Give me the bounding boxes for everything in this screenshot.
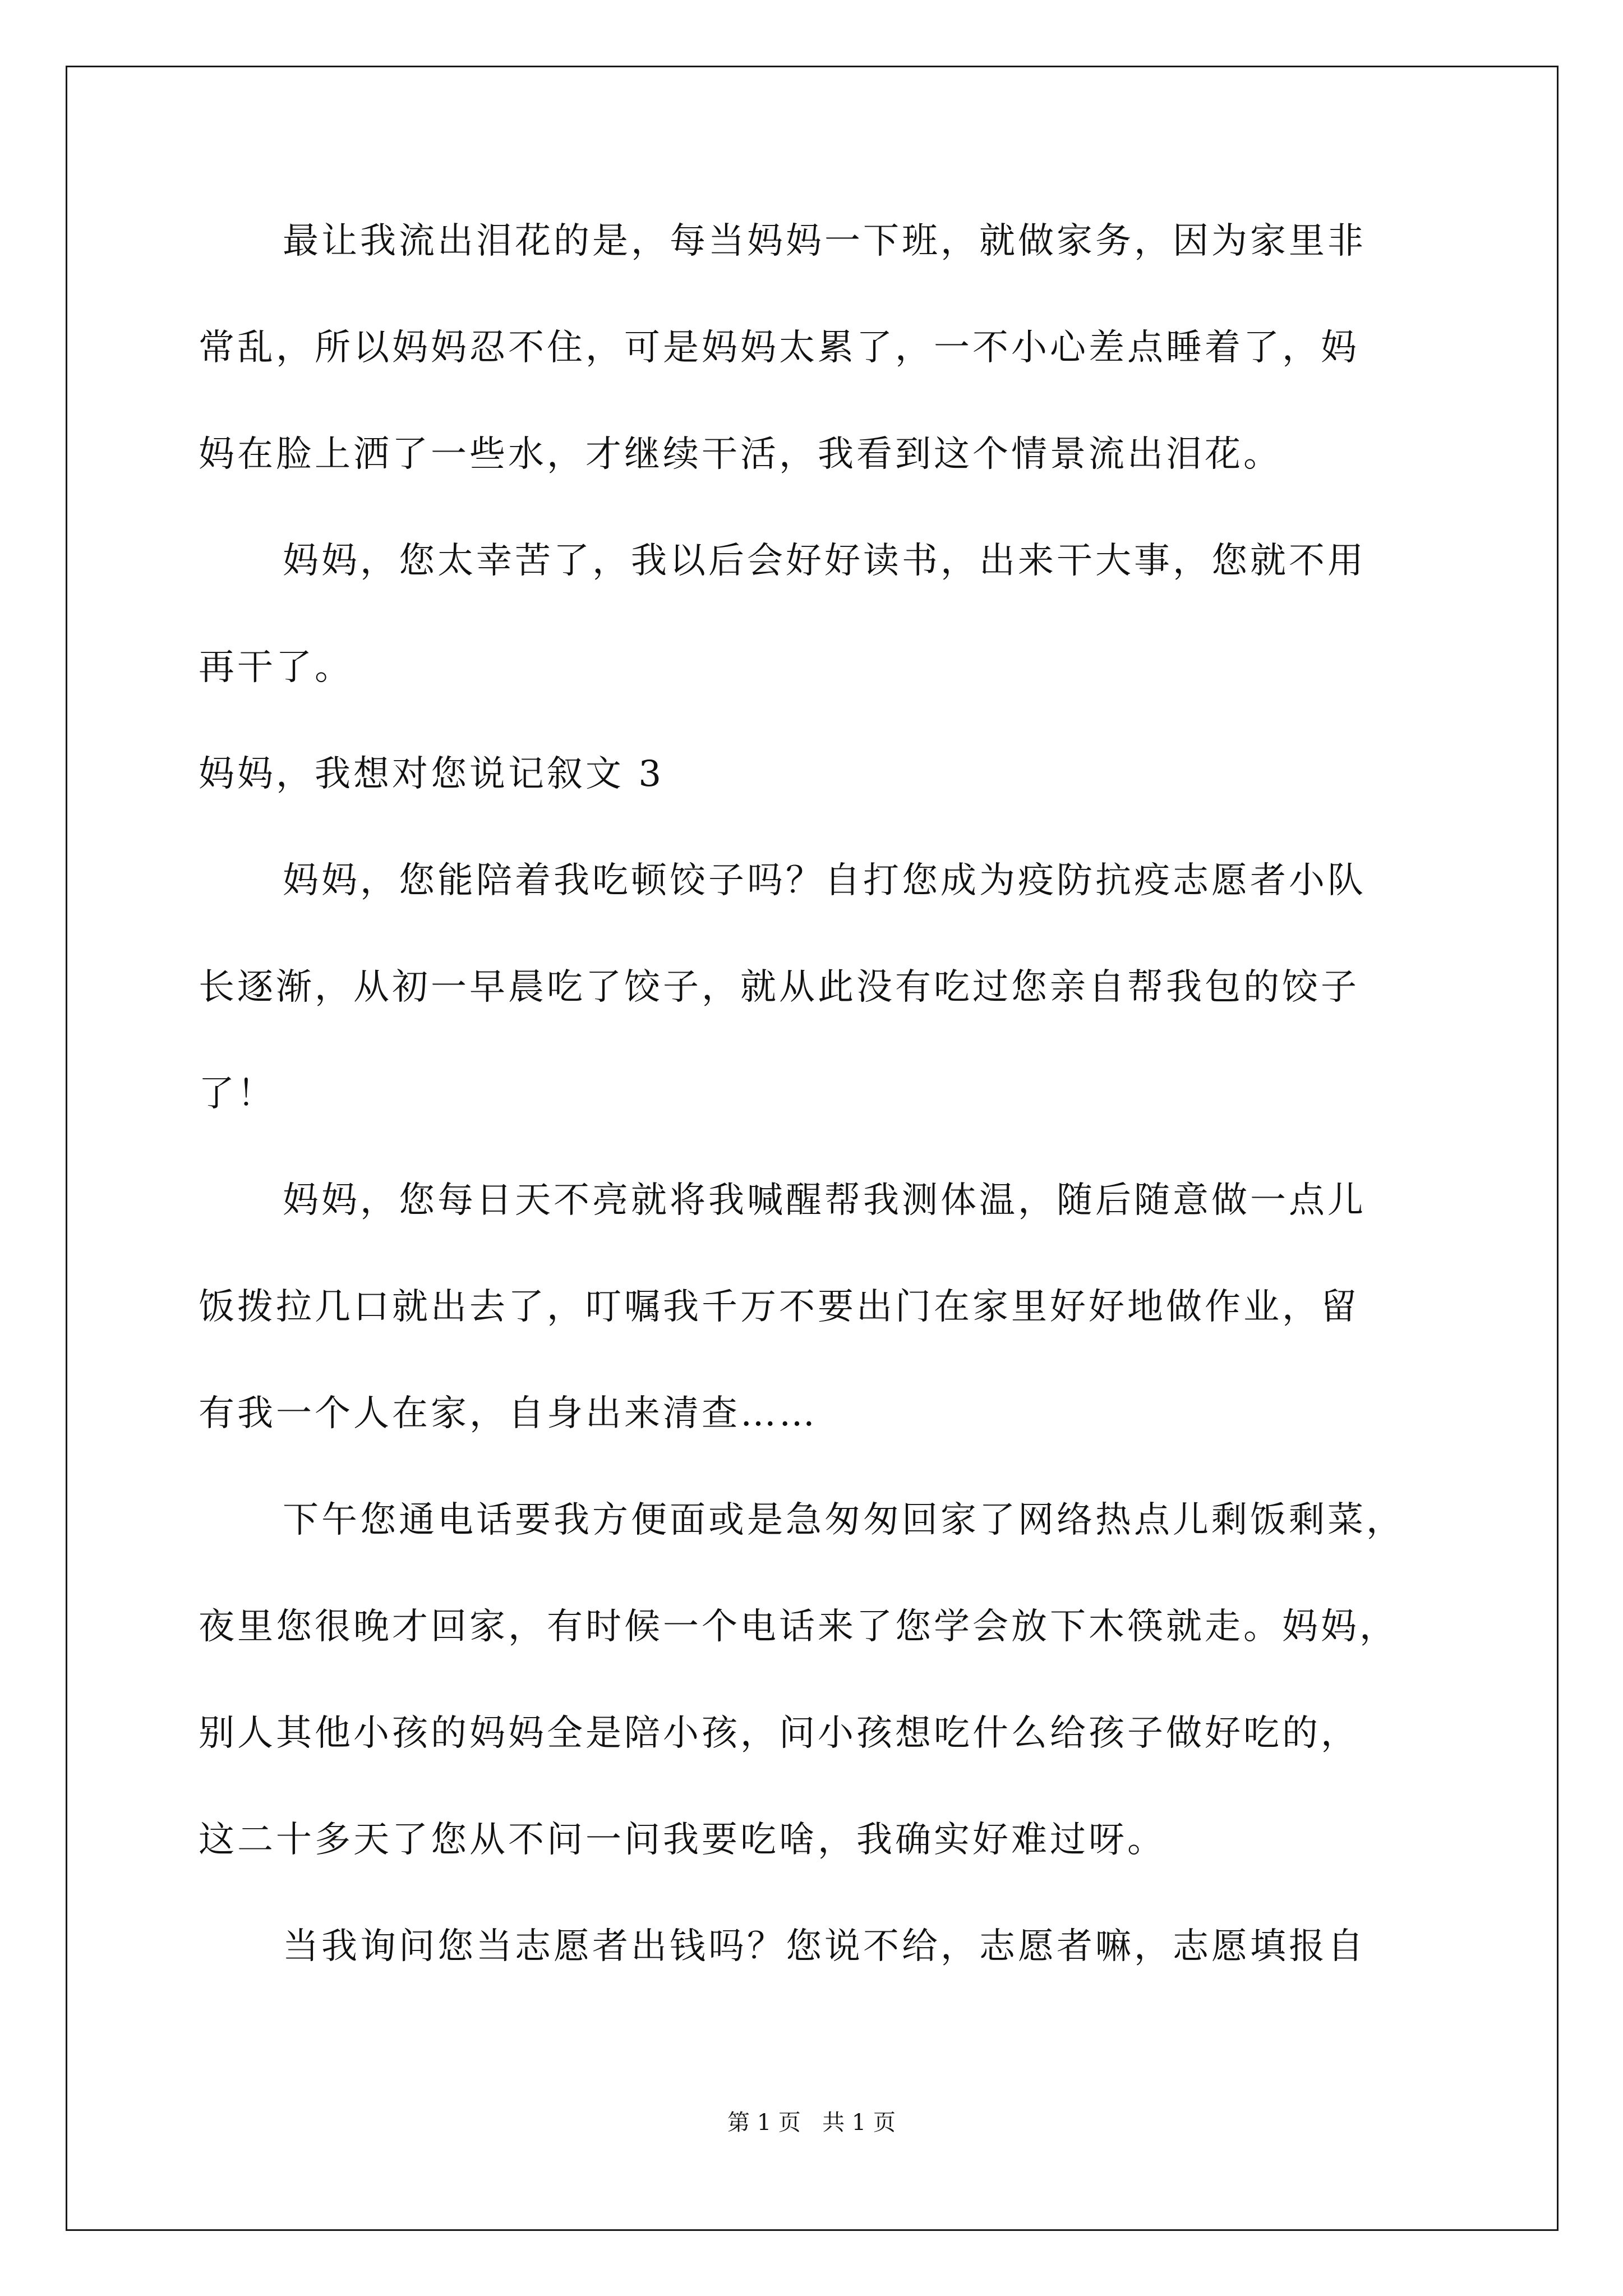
paragraph-3-line-1: 妈妈，您能陪着我吃顿饺子吗？自打您成为疫防抗疫志愿者小队 <box>283 860 1366 901</box>
paragraph-4-line-3: 有我一个人在家，自身出来清查…… <box>199 1393 818 1434</box>
paragraph-5-line-2: 夜里您很晚才回家，有时候一个电话来了您学会放下木筷就走。妈妈， <box>199 1606 1398 1648</box>
paragraph-3-line-2: 长逐渐，从初一早晨吃了饺子，就从此没有吃过您亲自帮我包的饺子 <box>199 967 1359 1008</box>
paragraph-6-line-1: 当我询问您当志愿者出钱吗？您说不给，志愿者嘛，志愿填报自 <box>283 1926 1366 1967</box>
paragraph-5-line-1: 下午您通电话要我方便面或是急匆匆回家了网络热点儿剩饭剩菜， <box>283 1499 1405 1541</box>
page-border <box>66 66 1559 2231</box>
section-heading: 妈妈，我想对您说记叙文 3 <box>199 753 665 795</box>
paragraph-1-line-1: 最让我流出泪花的是，每当妈妈一下班，就做家务，因为家里非 <box>283 220 1366 262</box>
paragraph-4-line-1: 妈妈，您每日天不亮就将我喊醒帮我测体温，随后随意做一点儿 <box>283 1180 1366 1221</box>
paragraph-2-line-2: 再干了。 <box>199 647 353 688</box>
paragraph-4-line-2: 饭拨拉几口就出去了，叮嘱我千万不要出门在家里好好地做作业，留 <box>199 1286 1359 1328</box>
paragraph-5-line-3: 别人其他小孩的妈妈全是陪小孩，问小孩想吃什么给孩子做好吃的， <box>199 1713 1359 1754</box>
paragraph-2-line-1: 妈妈，您太幸苦了，我以后会好好读书，出来干大事，您就不用 <box>283 540 1366 582</box>
paragraph-5-line-4: 这二十多天了您从不问一问我要吃啥，我确实好难过呀。 <box>199 1819 1166 1861</box>
paragraph-1-line-3: 妈在脸上洒了一些水，才继续干活，我看到这个情景流出泪花。 <box>199 434 1282 475</box>
paragraph-1-line-2: 常乱，所以妈妈忍不住，可是妈妈太累了，一不小心差点睡着了，妈 <box>199 327 1359 369</box>
page-footer: 第 1 页 共 1 页 <box>727 2110 896 2136</box>
paragraph-3-line-3: 了！ <box>199 1073 276 1115</box>
